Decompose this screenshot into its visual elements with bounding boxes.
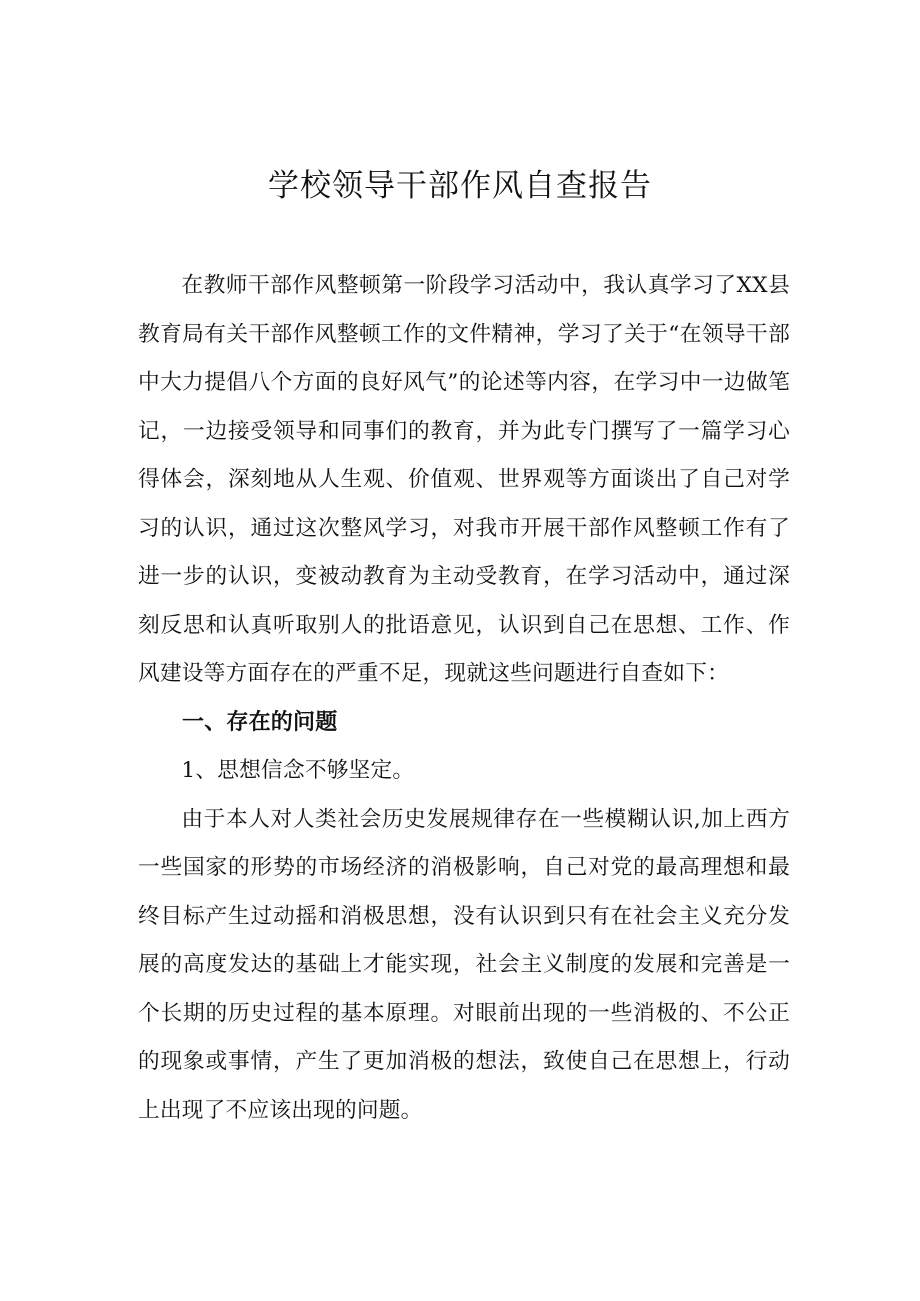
item-heading-belief: 1、思想信念不够坚定。 bbox=[181, 758, 415, 783]
document-body bbox=[138, 262, 790, 1135]
section-heading-problems: 一、存在的问题 bbox=[182, 709, 338, 735]
item-paragraph-belief: 由于本人对人类社会历史发展规律存在一些模糊认识,加上西方一些国家的形势的市场经济的消极影响，自己对党的最高理想和最终目标产生过动摇和消极思想，没有认识到只有在社会主义充分发展的高度发达的基础上才能实现，社会主义制度的发展和完善是一个长期的历史过程的基本原理。对眼前出现的一些消极的、不公正的现象或事情，产生了更加消极的想法，致使自己在思想上，行动上出现了不应该出现的问题。 bbox=[138, 806, 790, 1123]
intro-paragraph: 在教师干部作风整顿第一阶段学习活动中，我认真学习了XX县教育局有关干部作风整顿工作的文件精神，学习了关于“在领导干部中大力提倡八个方面的良好风气”的论述等内容，在学习中一边做笔记，一边接受领导和同事们的教育，并为此专门撰写了一篇学习心得体会，深刻地从人生观、价值观、世界观等方面谈出了自己对学习的认识，通过这次整风学习，对我市开展干部作风整顿工作有了进一步的认识，变被动教育为主动受教育，在学习活动中，通过深刻反思和认真听取别人的批语意见，认识到自己在思想、工作、作风建设等方面存在的严重不足，现就这些问题进行自查如下： bbox=[138, 273, 790, 686]
document-title: 学校领导干部作风自查报告 bbox=[268, 168, 652, 204]
